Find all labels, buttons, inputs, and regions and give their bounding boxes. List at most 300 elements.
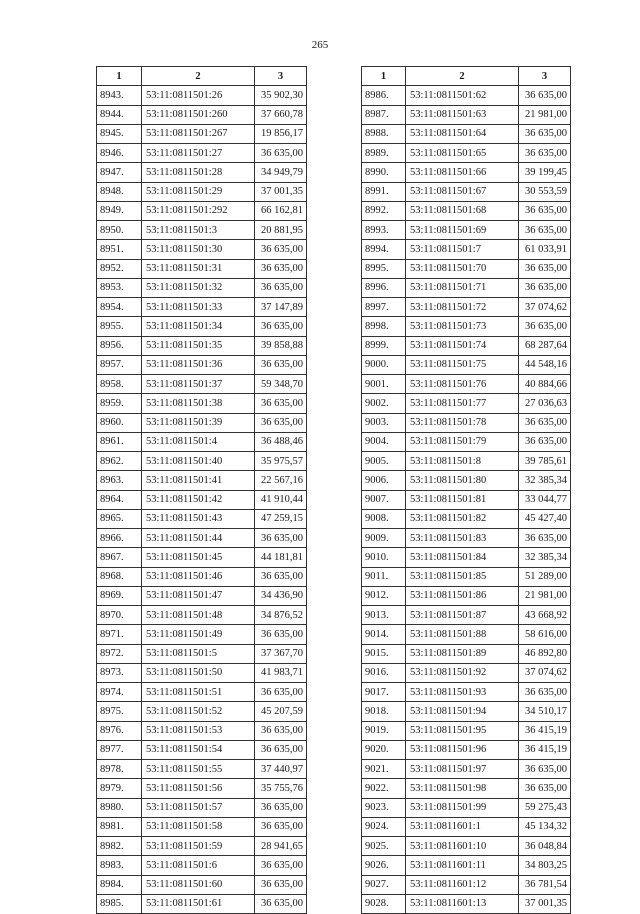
cadastral-number-cell: 53:11:0811501:38 — [142, 394, 255, 413]
table-row — [97, 452, 307, 471]
cadastral-number-cell: 53:11:0811501:85 — [406, 567, 519, 586]
cadastral-number-cell: 53:11:0811501:88 — [406, 625, 519, 644]
row-number-cell: 8978. — [97, 760, 142, 779]
table-row — [97, 548, 307, 567]
cadastral-number-cell: 53:11:0811501:63 — [406, 105, 519, 124]
cadastral-number-cell: 53:11:0811501:99 — [406, 798, 519, 817]
row-number-cell: 8986. — [362, 86, 406, 105]
table-row — [97, 663, 307, 682]
cadastral-number-cell: 53:11:0811501:27 — [142, 144, 255, 163]
table-row — [362, 221, 571, 240]
table-row — [97, 259, 307, 278]
row-number-cell: 9003. — [362, 413, 406, 432]
cadastral-number-cell: 53:11:0811601:10 — [406, 837, 519, 856]
cadastral-number-cell: 53:11:0811501:50 — [142, 663, 255, 682]
row-number-cell: 9002. — [362, 394, 406, 413]
table-row — [97, 278, 307, 297]
row-number-cell: 9018. — [362, 702, 406, 721]
value-cell: 36 635,00 — [255, 394, 307, 413]
table-row — [362, 625, 571, 644]
value-cell: 19 856,17 — [255, 124, 307, 143]
row-number-cell: 8964. — [97, 490, 142, 509]
table-row — [362, 606, 571, 625]
cadastral-number-cell: 53:11:0811501:70 — [406, 259, 519, 278]
cadastral-number-cell: 53:11:0811501:5 — [142, 644, 255, 663]
value-cell: 45 427,40 — [519, 509, 571, 528]
cadastral-number-cell: 53:11:0811501:47 — [142, 586, 255, 605]
cadastral-number-cell: 53:11:0811501:86 — [406, 586, 519, 605]
table-row — [362, 182, 571, 201]
value-cell: 39 785,61 — [519, 452, 571, 471]
row-number-cell: 8944. — [97, 105, 142, 124]
table-row — [362, 567, 571, 586]
row-number-cell: 8946. — [97, 144, 142, 163]
value-cell: 36 635,00 — [255, 856, 307, 875]
table-row — [97, 606, 307, 625]
cadastral-number-cell: 53:11:0811501:72 — [406, 298, 519, 317]
cadastral-number-cell: 53:11:0811501:40 — [142, 452, 255, 471]
table-row — [362, 663, 571, 682]
row-number-cell: 8963. — [97, 471, 142, 490]
value-cell: 37 440,97 — [255, 760, 307, 779]
header-col-1: 1 — [97, 67, 142, 86]
value-cell: 37 660,78 — [255, 105, 307, 124]
value-cell: 36 048,84 — [519, 837, 571, 856]
table-row — [97, 221, 307, 240]
value-cell: 36 635,00 — [255, 259, 307, 278]
cadastral-number-cell: 53:11:0811501:75 — [406, 355, 519, 374]
value-cell: 35 975,57 — [255, 452, 307, 471]
table-row — [362, 721, 571, 740]
cadastral-number-cell: 53:11:0811501:94 — [406, 702, 519, 721]
row-number-cell: 9022. — [362, 779, 406, 798]
table-row — [362, 163, 571, 182]
row-number-cell: 8948. — [97, 182, 142, 201]
cadastral-number-cell: 53:11:0811501:76 — [406, 375, 519, 394]
value-cell: 36 635,00 — [519, 432, 571, 451]
cadastral-number-cell: 53:11:0811501:80 — [406, 471, 519, 490]
header-col-2: 2 — [142, 67, 255, 86]
value-cell: 36 635,00 — [255, 625, 307, 644]
value-cell: 32 385,34 — [519, 548, 571, 567]
table-row — [362, 452, 571, 471]
row-number-cell: 9014. — [362, 625, 406, 644]
cadastral-number-cell: 53:11:0811501:267 — [142, 124, 255, 143]
table-row — [97, 798, 307, 817]
row-number-cell: 9008. — [362, 509, 406, 528]
row-number-cell: 8983. — [97, 856, 142, 875]
table-row — [362, 683, 571, 702]
header-col-2: 2 — [406, 67, 519, 86]
row-number-cell: 8976. — [97, 721, 142, 740]
value-cell: 34 949,79 — [255, 163, 307, 182]
row-number-cell: 9012. — [362, 586, 406, 605]
value-cell: 36 635,00 — [255, 798, 307, 817]
cadastral-number-cell: 53:11:0811501:69 — [406, 221, 519, 240]
value-cell: 45 134,32 — [519, 817, 571, 836]
cadastral-number-cell: 53:11:0811501:46 — [142, 567, 255, 586]
value-cell: 37 074,62 — [519, 298, 571, 317]
cadastral-number-cell: 53:11:0811501:49 — [142, 625, 255, 644]
cadastral-number-cell: 53:11:0811501:3 — [142, 221, 255, 240]
value-cell: 37 147,89 — [255, 298, 307, 317]
row-number-cell: 8984. — [97, 875, 142, 894]
table-row — [97, 163, 307, 182]
value-cell: 61 033,91 — [519, 240, 571, 259]
row-number-cell: 8955. — [97, 317, 142, 336]
row-number-cell: 8967. — [97, 548, 142, 567]
row-number-cell: 9023. — [362, 798, 406, 817]
table-row — [97, 298, 307, 317]
table-row — [97, 740, 307, 759]
value-cell: 36 415,19 — [519, 740, 571, 759]
cadastral-number-cell: 53:11:0811501:37 — [142, 375, 255, 394]
value-cell: 36 635,00 — [519, 317, 571, 336]
value-cell: 36 635,00 — [255, 144, 307, 163]
cadastral-number-cell: 53:11:0811601:1 — [406, 817, 519, 836]
cadastral-number-cell: 53:11:0811501:97 — [406, 760, 519, 779]
table-row — [97, 625, 307, 644]
value-cell: 44 181,81 — [255, 548, 307, 567]
value-cell: 34 436,90 — [255, 586, 307, 605]
value-cell: 36 635,00 — [519, 86, 571, 105]
row-number-cell: 9000. — [362, 355, 406, 374]
row-number-cell: 9013. — [362, 606, 406, 625]
row-number-cell: 8954. — [97, 298, 142, 317]
cadastral-number-cell: 53:11:0811501:74 — [406, 336, 519, 355]
row-number-cell: 8962. — [97, 452, 142, 471]
table-row — [97, 837, 307, 856]
table-row — [362, 586, 571, 605]
row-number-cell: 8985. — [97, 894, 142, 913]
table-row — [362, 144, 571, 163]
cadastral-number-cell: 53:11:0811501:66 — [406, 163, 519, 182]
header-col-3: 3 — [519, 67, 571, 86]
cadastral-number-cell: 53:11:0811501:45 — [142, 548, 255, 567]
cadastral-number-cell: 53:11:0811501:68 — [406, 201, 519, 220]
cadastral-number-cell: 53:11:0811501:62 — [406, 86, 519, 105]
row-number-cell: 8958. — [97, 375, 142, 394]
cadastral-number-cell: 53:11:0811501:29 — [142, 182, 255, 201]
value-cell: 36 488,46 — [255, 432, 307, 451]
table-row — [97, 240, 307, 259]
cadastral-number-cell: 53:11:0811501:6 — [142, 856, 255, 875]
table-row — [97, 586, 307, 605]
row-number-cell: 8973. — [97, 663, 142, 682]
row-number-cell: 9026. — [362, 856, 406, 875]
row-number-cell: 8968. — [97, 567, 142, 586]
table-row — [362, 394, 571, 413]
value-cell: 36 635,00 — [519, 760, 571, 779]
value-cell: 36 635,00 — [519, 278, 571, 297]
table-row — [362, 798, 571, 817]
value-cell: 41 983,71 — [255, 663, 307, 682]
table-row — [362, 105, 571, 124]
cadastral-number-cell: 53:11:0811501:36 — [142, 355, 255, 374]
value-cell: 22 567,16 — [255, 471, 307, 490]
cadastral-number-cell: 53:11:0811501:57 — [142, 798, 255, 817]
registry-table-left — [96, 66, 307, 914]
table-row — [362, 413, 571, 432]
table-row — [97, 779, 307, 798]
row-number-cell: 8971. — [97, 625, 142, 644]
row-number-cell: 9006. — [362, 471, 406, 490]
row-number-cell: 8993. — [362, 221, 406, 240]
value-cell: 41 910,44 — [255, 490, 307, 509]
table-row — [362, 856, 571, 875]
table-row — [362, 355, 571, 374]
row-number-cell: 8965. — [97, 509, 142, 528]
cadastral-number-cell: 53:11:0811501:53 — [142, 721, 255, 740]
row-number-cell: 8994. — [362, 240, 406, 259]
cadastral-number-cell: 53:11:0811501:93 — [406, 683, 519, 702]
row-number-cell: 8966. — [97, 529, 142, 548]
cadastral-number-cell: 53:11:0811501:7 — [406, 240, 519, 259]
value-cell: 66 162,81 — [255, 201, 307, 220]
cadastral-number-cell: 53:11:0811501:60 — [142, 875, 255, 894]
cadastral-number-cell: 53:11:0811601:11 — [406, 856, 519, 875]
value-cell: 36 415,19 — [519, 721, 571, 740]
value-cell: 45 207,59 — [255, 702, 307, 721]
cadastral-number-cell: 53:11:0811501:59 — [142, 837, 255, 856]
value-cell: 58 616,00 — [519, 625, 571, 644]
value-cell: 47 259,15 — [255, 509, 307, 528]
cadastral-number-cell: 53:11:0811601:13 — [406, 894, 519, 913]
row-number-cell: 9004. — [362, 432, 406, 451]
table-row — [97, 105, 307, 124]
row-number-cell: 8960. — [97, 413, 142, 432]
table-row — [97, 336, 307, 355]
table-row — [362, 375, 571, 394]
row-number-cell: 9017. — [362, 683, 406, 702]
registry-table-right — [361, 66, 571, 914]
value-cell: 36 635,00 — [519, 144, 571, 163]
row-number-cell: 8970. — [97, 606, 142, 625]
value-cell: 36 635,00 — [519, 201, 571, 220]
cadastral-number-cell: 53:11:0811501:8 — [406, 452, 519, 471]
table-row — [97, 875, 307, 894]
row-number-cell: 9019. — [362, 721, 406, 740]
value-cell: 36 635,00 — [255, 413, 307, 432]
header-col-3: 3 — [255, 67, 307, 86]
value-cell: 35 902,30 — [255, 86, 307, 105]
cadastral-number-cell: 53:11:0811501:92 — [406, 663, 519, 682]
value-cell: 36 635,00 — [255, 317, 307, 336]
row-number-cell: 9028. — [362, 894, 406, 913]
table-body — [362, 86, 571, 914]
value-cell: 27 036,63 — [519, 394, 571, 413]
table-row — [97, 317, 307, 336]
header-col-1: 1 — [362, 67, 406, 86]
value-cell: 36 635,00 — [519, 221, 571, 240]
value-cell: 32 385,34 — [519, 471, 571, 490]
table-row — [97, 182, 307, 201]
value-cell: 51 289,00 — [519, 567, 571, 586]
table-row — [362, 875, 571, 894]
table-row — [362, 86, 571, 105]
table-row — [97, 86, 307, 105]
row-number-cell: 8989. — [362, 144, 406, 163]
row-number-cell: 8995. — [362, 259, 406, 278]
cadastral-number-cell: 53:11:0811501:51 — [142, 683, 255, 702]
row-number-cell: 8992. — [362, 201, 406, 220]
row-number-cell: 9015. — [362, 644, 406, 663]
table-row — [362, 740, 571, 759]
table-row — [362, 837, 571, 856]
table-row — [97, 355, 307, 374]
row-number-cell: 8982. — [97, 837, 142, 856]
row-number-cell: 8952. — [97, 259, 142, 278]
table-row — [97, 529, 307, 548]
value-cell: 39 858,88 — [255, 336, 307, 355]
cadastral-number-cell: 53:11:0811501:61 — [142, 894, 255, 913]
table-row — [97, 856, 307, 875]
row-number-cell: 8990. — [362, 163, 406, 182]
value-cell: 36 635,00 — [255, 875, 307, 894]
value-cell: 46 892,80 — [519, 644, 571, 663]
row-number-cell: 8975. — [97, 702, 142, 721]
table-row — [362, 509, 571, 528]
table-row — [362, 298, 571, 317]
value-cell: 34 876,52 — [255, 606, 307, 625]
cadastral-number-cell: 53:11:0811501:67 — [406, 182, 519, 201]
cadastral-number-cell: 53:11:0811501:65 — [406, 144, 519, 163]
value-cell: 68 287,64 — [519, 336, 571, 355]
row-number-cell: 9024. — [362, 817, 406, 836]
cadastral-number-cell: 53:11:0811501:54 — [142, 740, 255, 759]
cadastral-number-cell: 53:11:0811601:12 — [406, 875, 519, 894]
value-cell: 36 635,00 — [255, 721, 307, 740]
cadastral-number-cell: 53:11:0811501:48 — [142, 606, 255, 625]
row-number-cell: 8969. — [97, 586, 142, 605]
row-number-cell: 8988. — [362, 124, 406, 143]
table-row — [97, 509, 307, 528]
cadastral-number-cell: 53:11:0811501:64 — [406, 124, 519, 143]
cadastral-number-cell: 53:11:0811501:39 — [142, 413, 255, 432]
cadastral-number-cell: 53:11:0811501:260 — [142, 105, 255, 124]
cadastral-number-cell: 53:11:0811501:26 — [142, 86, 255, 105]
table-row — [97, 124, 307, 143]
table-row — [97, 760, 307, 779]
row-number-cell: 8956. — [97, 336, 142, 355]
row-number-cell: 9005. — [362, 452, 406, 471]
row-number-cell: 8981. — [97, 817, 142, 836]
table-row — [97, 413, 307, 432]
table-row — [362, 644, 571, 663]
cadastral-number-cell: 53:11:0811501:55 — [142, 760, 255, 779]
value-cell: 36 635,00 — [519, 779, 571, 798]
table-row — [97, 683, 307, 702]
row-number-cell: 9011. — [362, 567, 406, 586]
cadastral-number-cell: 53:11:0811501:33 — [142, 298, 255, 317]
row-number-cell: 8950. — [97, 221, 142, 240]
value-cell: 36 635,00 — [519, 413, 571, 432]
table-row — [97, 375, 307, 394]
row-number-cell: 8947. — [97, 163, 142, 182]
cadastral-number-cell: 53:11:0811501:41 — [142, 471, 255, 490]
table-row — [362, 201, 571, 220]
table-header — [97, 67, 307, 86]
value-cell: 36 635,00 — [255, 355, 307, 374]
row-number-cell: 8999. — [362, 336, 406, 355]
value-cell: 37 001,35 — [255, 182, 307, 201]
cadastral-number-cell: 53:11:0811501:31 — [142, 259, 255, 278]
row-number-cell: 8997. — [362, 298, 406, 317]
value-cell: 40 884,66 — [519, 375, 571, 394]
value-cell: 36 635,00 — [255, 817, 307, 836]
table-row — [362, 548, 571, 567]
cadastral-number-cell: 53:11:0811501:28 — [142, 163, 255, 182]
row-number-cell: 9009. — [362, 529, 406, 548]
value-cell: 30 553,59 — [519, 182, 571, 201]
value-cell: 36 635,00 — [519, 259, 571, 278]
cadastral-number-cell: 53:11:0811501:95 — [406, 721, 519, 740]
row-number-cell: 9020. — [362, 740, 406, 759]
cadastral-number-cell: 53:11:0811501:82 — [406, 509, 519, 528]
row-number-cell: 9001. — [362, 375, 406, 394]
row-number-cell: 9010. — [362, 548, 406, 567]
value-cell: 36 635,00 — [255, 278, 307, 297]
value-cell: 21 981,00 — [519, 586, 571, 605]
cadastral-number-cell: 53:11:0811501:44 — [142, 529, 255, 548]
value-cell: 44 548,16 — [519, 355, 571, 374]
row-number-cell: 9007. — [362, 490, 406, 509]
table-body — [97, 86, 307, 914]
cadastral-number-cell: 53:11:0811501:43 — [142, 509, 255, 528]
table-row — [362, 817, 571, 836]
row-number-cell: 8979. — [97, 779, 142, 798]
cadastral-number-cell: 53:11:0811501:84 — [406, 548, 519, 567]
row-number-cell: 8943. — [97, 86, 142, 105]
value-cell: 33 044,77 — [519, 490, 571, 509]
row-number-cell: 8949. — [97, 201, 142, 220]
value-cell: 36 635,00 — [519, 124, 571, 143]
cadastral-number-cell: 53:11:0811501:32 — [142, 278, 255, 297]
cadastral-number-cell: 53:11:0811501:56 — [142, 779, 255, 798]
table-row — [97, 644, 307, 663]
table-row — [97, 721, 307, 740]
table-row — [97, 567, 307, 586]
value-cell: 36 635,00 — [255, 567, 307, 586]
value-cell: 36 635,00 — [519, 529, 571, 548]
value-cell: 36 635,00 — [519, 683, 571, 702]
cadastral-number-cell: 53:11:0811501:52 — [142, 702, 255, 721]
value-cell: 37 074,62 — [519, 663, 571, 682]
value-cell: 28 941,65 — [255, 837, 307, 856]
value-cell: 35 755,76 — [255, 779, 307, 798]
row-number-cell: 8991. — [362, 182, 406, 201]
table-row — [97, 817, 307, 836]
table-header — [362, 67, 571, 86]
cadastral-number-cell: 53:11:0811501:292 — [142, 201, 255, 220]
cadastral-number-cell: 53:11:0811501:42 — [142, 490, 255, 509]
table-row — [362, 760, 571, 779]
page-number: 265 — [311, 39, 329, 51]
table-row — [362, 336, 571, 355]
row-number-cell: 8980. — [97, 798, 142, 817]
cadastral-number-cell: 53:11:0811501:83 — [406, 529, 519, 548]
value-cell: 43 668,92 — [519, 606, 571, 625]
value-cell: 36 635,00 — [255, 683, 307, 702]
row-number-cell: 8977. — [97, 740, 142, 759]
table-row — [362, 490, 571, 509]
table-row — [97, 201, 307, 220]
row-number-cell: 8961. — [97, 432, 142, 451]
row-number-cell: 9027. — [362, 875, 406, 894]
row-number-cell: 8953. — [97, 278, 142, 297]
cadastral-number-cell: 53:11:0811501:73 — [406, 317, 519, 336]
row-number-cell: 8974. — [97, 683, 142, 702]
